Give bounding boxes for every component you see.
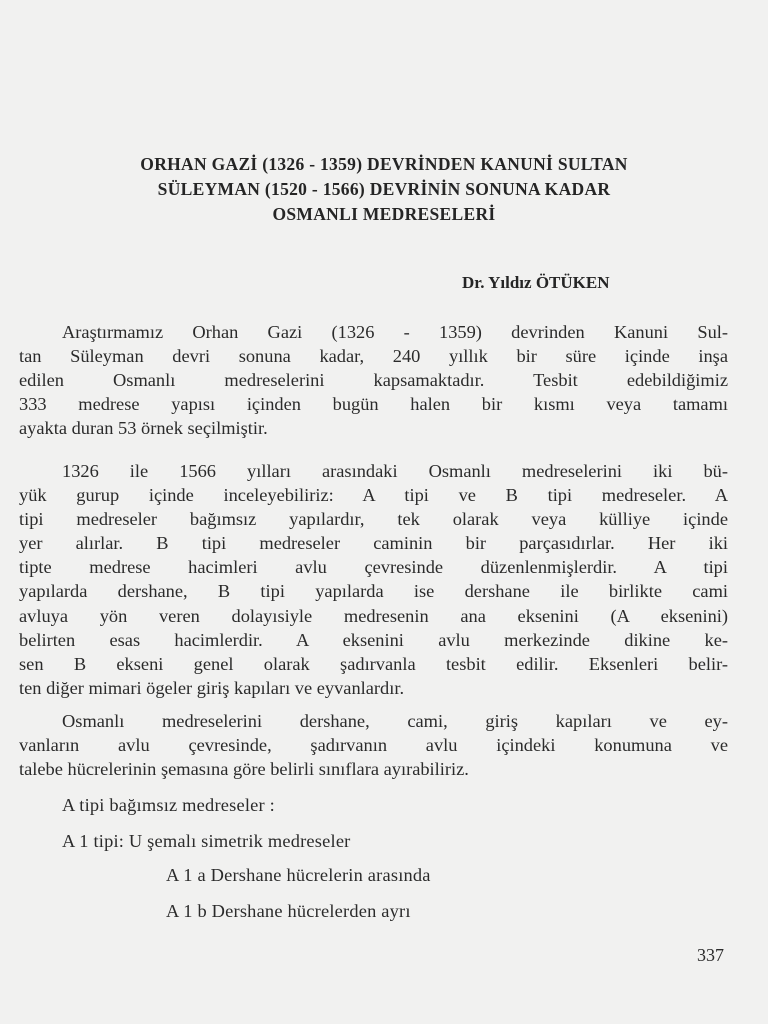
title-line: OSMANLI MEDRESELERİ	[272, 204, 496, 224]
paragraph-2	[19, 459, 728, 700]
article-title	[20, 152, 748, 227]
title-line: SÜLEYMAN (1520 - 1566) DEVRİNİN SONUNA KADAR	[157, 179, 611, 199]
text-line: 333 medrese yapısı içinden bugün halen bir kısmı veya tamamı	[19, 394, 728, 415]
paragraph-1	[19, 320, 728, 440]
text-line: avluya yön veren dolayısiyle medresenin ana eksenini (A eksenini)	[19, 605, 728, 626]
title-line: ORHAN GAZİ (1326 - 1359) DEVRİNDEN KANUNİ SULTAN	[140, 154, 628, 174]
list-subitem: A 1 b Dershane hücrelerden ayrı	[166, 901, 411, 921]
list-heading: A tipi bağımsız medreseler :	[62, 795, 275, 815]
text-line: vanların avlu çevresinde, şadırvanın avlu içindeki konumuna ve	[19, 735, 728, 756]
text-line: belirten esas hacimlerdir. A eksenini avlu merkezinde dikine ke-	[19, 629, 728, 650]
text-line: ten diğer mimari ögeler giriş kapıları ve eyvanlardır.	[19, 677, 405, 698]
list-subitem: A 1 a Dershane hücrelerin arasında	[166, 865, 431, 885]
text-line: yapılarda dershane, B tipi yapılarda ise dershane ile birlikte cami	[19, 581, 728, 602]
text-line: tipte medrese hacimleri avlu çevresinde düzenlenmişlerdir. A tipi	[19, 557, 728, 578]
text-line: yük gurup içinde inceleyebiliriz: A tipi ve B tipi medreseler. A	[19, 485, 728, 506]
paragraph-3	[19, 709, 728, 781]
author-name: Dr. Yıldız ÖTÜKEN	[462, 273, 610, 292]
text-line: ayakta duran 53 örnek seçilmiştir.	[19, 418, 268, 439]
text-line: Osmanlı medreselerini dershane, cami, giriş kapıları ve ey-	[62, 711, 728, 731]
text-line: sen B ekseni genel olarak şadırvanla tesbit edilir. Eksenleri belir-	[19, 653, 728, 674]
text-line: edilen Osmanlı medreselerini kapsamaktadır. Tesbit edebildiğimiz	[19, 370, 728, 391]
text-line: tan Süleyman devri sonuna kadar, 240 yıllık bir süre içinde inşa	[19, 346, 728, 367]
text-line: tipi medreseler bağımsız yapılardır, tek olarak veya külliye içinde	[19, 509, 728, 530]
text-line: 1326 ile 1566 yılları arasındaki Osmanlı medreselerini iki bü-	[62, 461, 728, 481]
text-line: yer alırlar. B tipi medreseler caminin bir parçasıdırlar. Her iki	[19, 533, 728, 554]
text-line: Araştırmamız Orhan Gazi (1326 - 1359) devrinden Kanuni Sul-	[62, 322, 728, 342]
page-number: 337	[697, 945, 724, 965]
text-line: talebe hücrelerinin şemasına göre belirli sınıflara ayırabiliriz.	[19, 759, 469, 780]
list-item: A 1 tipi: U şemalı simetrik medreseler	[62, 831, 351, 851]
